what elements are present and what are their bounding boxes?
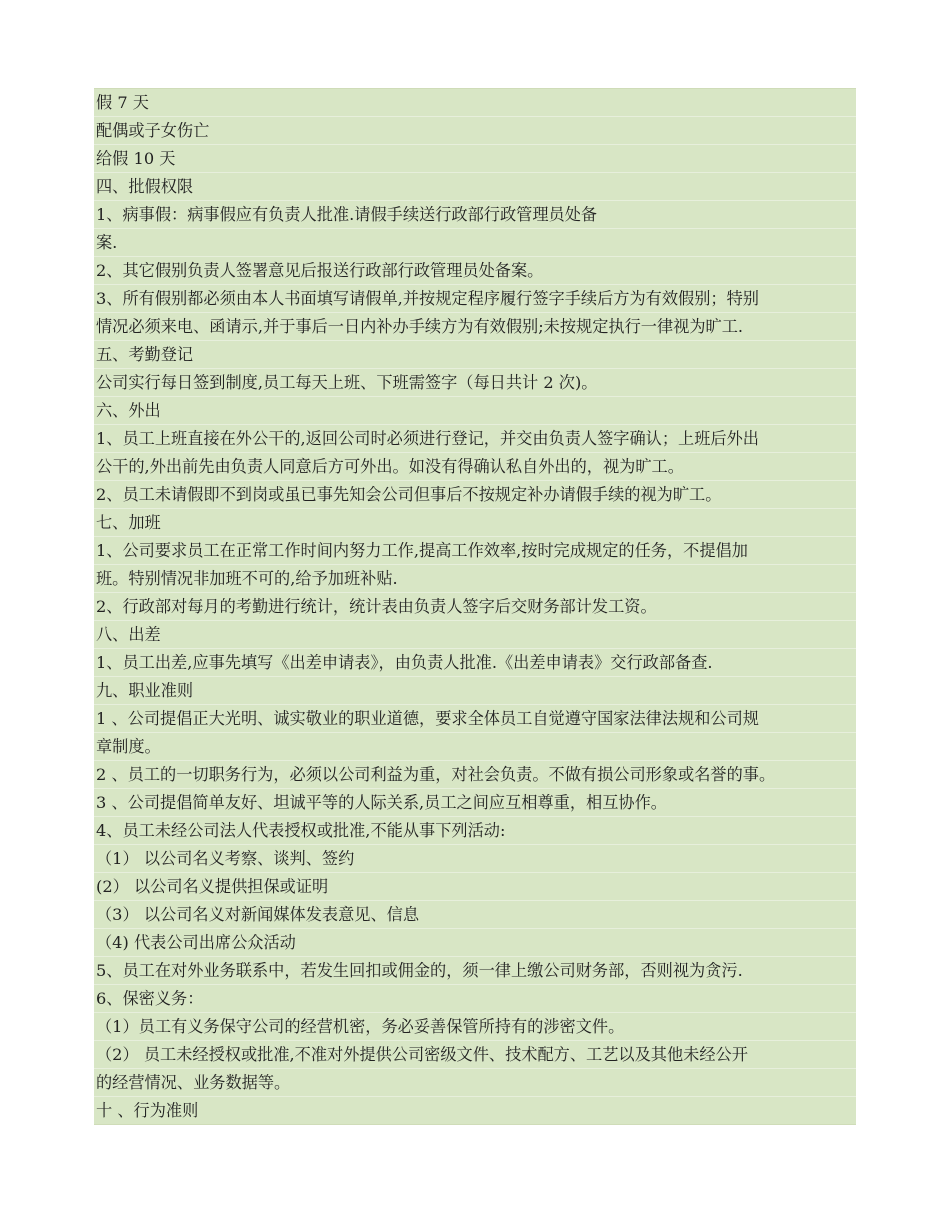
list-item: (2） 以公司名义提供担保或证明 [94,873,856,901]
text-line: 假 7 天 [94,89,856,117]
list-item: （4) 代表公司出席公众活动 [94,929,856,957]
text-line: 1、病事假：病事假应有负责人批准.请假手续送行政部行政管理员处备 [94,201,856,229]
text-line: 公干的,外出前先由负责人同意后方可外出。如没有得确认私自外出的，视为旷工。 [94,453,856,481]
list-item: （1）员工有义务保守公司的经营机密，务必妥善保管所持有的涉密文件。 [94,1013,856,1041]
text-line: 6、保密义务： [94,985,856,1013]
text-line: 情况必须来电、函请示,并于事后一日内补办手续方为有效假别;未按规定执行一律视为旷工. [94,313,856,341]
text-line: 1、员工上班直接在外公干的,返回公司时必须进行登记，并交由负责人签字确认；上班后外出 [94,425,856,453]
text-line: 的经营情况、业务数据等。 [94,1069,856,1097]
text-line: 2、其它假别负责人签署意见后报送行政部行政管理员处备案。 [94,257,856,285]
section-heading: 九、职业准则 [94,677,856,705]
text-line: 1 、公司提倡正大光明、诚实敬业的职业道德，要求全体员工自觉遵守国家法律法规和公司规 [94,705,856,733]
text-line: 1、公司要求员工在正常工作时间内努力工作,提高工作效率,按时完成规定的任务，不提倡加 [94,537,856,565]
text-line: 章制度。 [94,733,856,761]
section-heading: 七、加班 [94,509,856,537]
text-line: 3、所有假别都必须由本人书面填写请假单,并按规定程序履行签字手续后方为有效假别；特别 [94,285,856,313]
text-line: 给假 10 天 [94,145,856,173]
text-line: 配偶或子女伤亡 [94,117,856,145]
text-line: 案. [94,229,856,257]
text-line: 5、员工在对外业务联系中，若发生回扣或佣金的，须一律上缴公司财务部，否则视为贪污. [94,957,856,985]
text-line: 4、员工未经公司法人代表授权或批准,不能从事下列活动: [94,817,856,845]
text-line: 3 、公司提倡简单友好、坦诚平等的人际关系,员工之间应互相尊重，相互协作。 [94,789,856,817]
text-line: 2、员工未请假即不到岗或虽已事先知会公司但事后不按规定补办请假手续的视为旷工。 [94,481,856,509]
text-line: 2 、员工的一切职务行为，必须以公司利益为重，对社会负责。不做有损公司形象或名誉的事。 [94,761,856,789]
section-heading: 八、出差 [94,621,856,649]
text-line: 公司实行每日签到制度,员工每天上班、下班需签字（每日共计 2 次)。 [94,369,856,397]
section-heading: 十 、行为准则 [94,1097,856,1125]
text-line: 班。特别情况非加班不可的,给予加班补贴. [94,565,856,593]
list-item: （1） 以公司名义考察、谈判、签约 [94,845,856,873]
section-heading: 五、考勤登记 [94,341,856,369]
list-item: （2） 员工未经授权或批准,不准对外提供公司密级文件、技术配方、工艺以及其他未经公开 [94,1041,856,1069]
list-item: （3） 以公司名义对新闻媒体发表意见、信息 [94,901,856,929]
text-line: 2、行政部对每月的考勤进行统计，统计表由负责人签字后交财务部计发工资。 [94,593,856,621]
section-heading: 四、批假权限 [94,173,856,201]
section-heading: 六、外出 [94,397,856,425]
document-body [94,88,856,1125]
text-line: 1、员工出差,应事先填写《出差申请表》，由负责人批准.《出差申请表》交行政部备查. [94,649,856,677]
